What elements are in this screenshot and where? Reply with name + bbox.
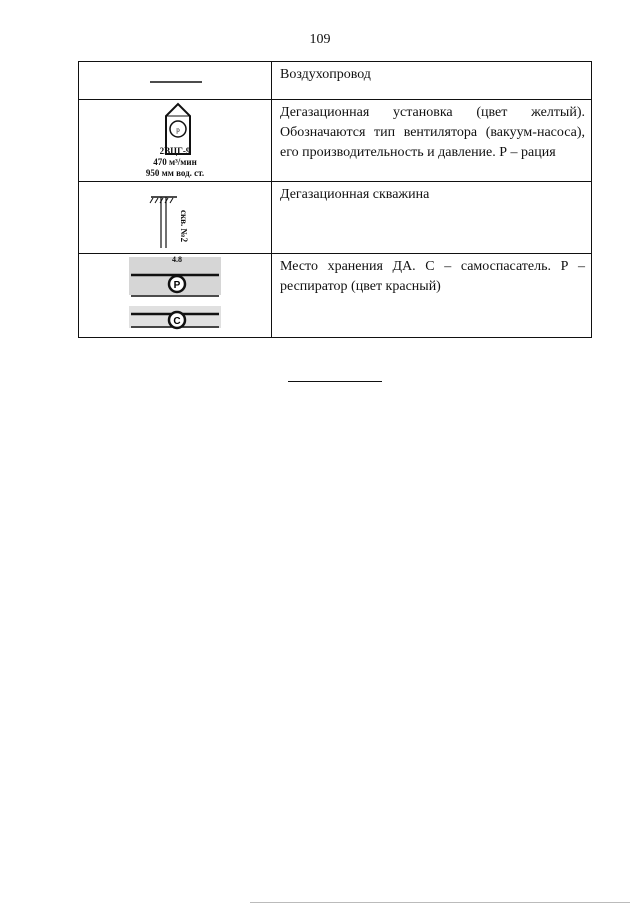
table-row — [79, 254, 592, 338]
description-cell — [272, 62, 592, 100]
table-row — [79, 182, 592, 254]
end-rule — [288, 381, 382, 382]
symbol-cell — [79, 100, 272, 182]
legend-table — [78, 61, 592, 338]
description-cell — [272, 182, 592, 254]
storage-place-icon — [79, 254, 271, 338]
self-rescuer-letter: С — [173, 316, 181, 327]
description-cell — [272, 100, 592, 182]
symbol-cell — [79, 182, 272, 254]
fan-type-label: 2ВЦГ-9 — [159, 146, 191, 156]
degassing-well-icon — [79, 182, 271, 254]
description-text: Воздухопровод — [280, 67, 371, 82]
air-duct-line-icon — [79, 62, 271, 100]
description-cell — [272, 254, 592, 338]
description-text: Дегазационная скважина — [280, 187, 430, 202]
well-label: скв. №2 — [179, 210, 189, 243]
storage-count: 4.8 — [172, 255, 182, 264]
symbol-cell — [79, 62, 272, 100]
fan-letter: р — [176, 126, 180, 134]
scan-edge-line — [250, 902, 630, 903]
fan-pressure-label: 950 мм вод. ст. — [145, 168, 205, 178]
description-text: Дегазационная установка (цвет желтый). Обозначаются тип вентилятора (вакуум-насоса), его производительность и давление. Р – рация — [280, 105, 585, 160]
table-row — [79, 62, 592, 100]
page-number: 109 — [309, 32, 331, 47]
fan-performance-label: 470 м³/мин — [153, 157, 197, 167]
symbol-cell — [79, 254, 272, 338]
table-row — [79, 100, 592, 182]
respirator-letter: Р — [173, 280, 181, 291]
description-text: Место хранения ДА. С – самоспасатель. Р – респиратор (цвет красный) — [280, 259, 585, 294]
